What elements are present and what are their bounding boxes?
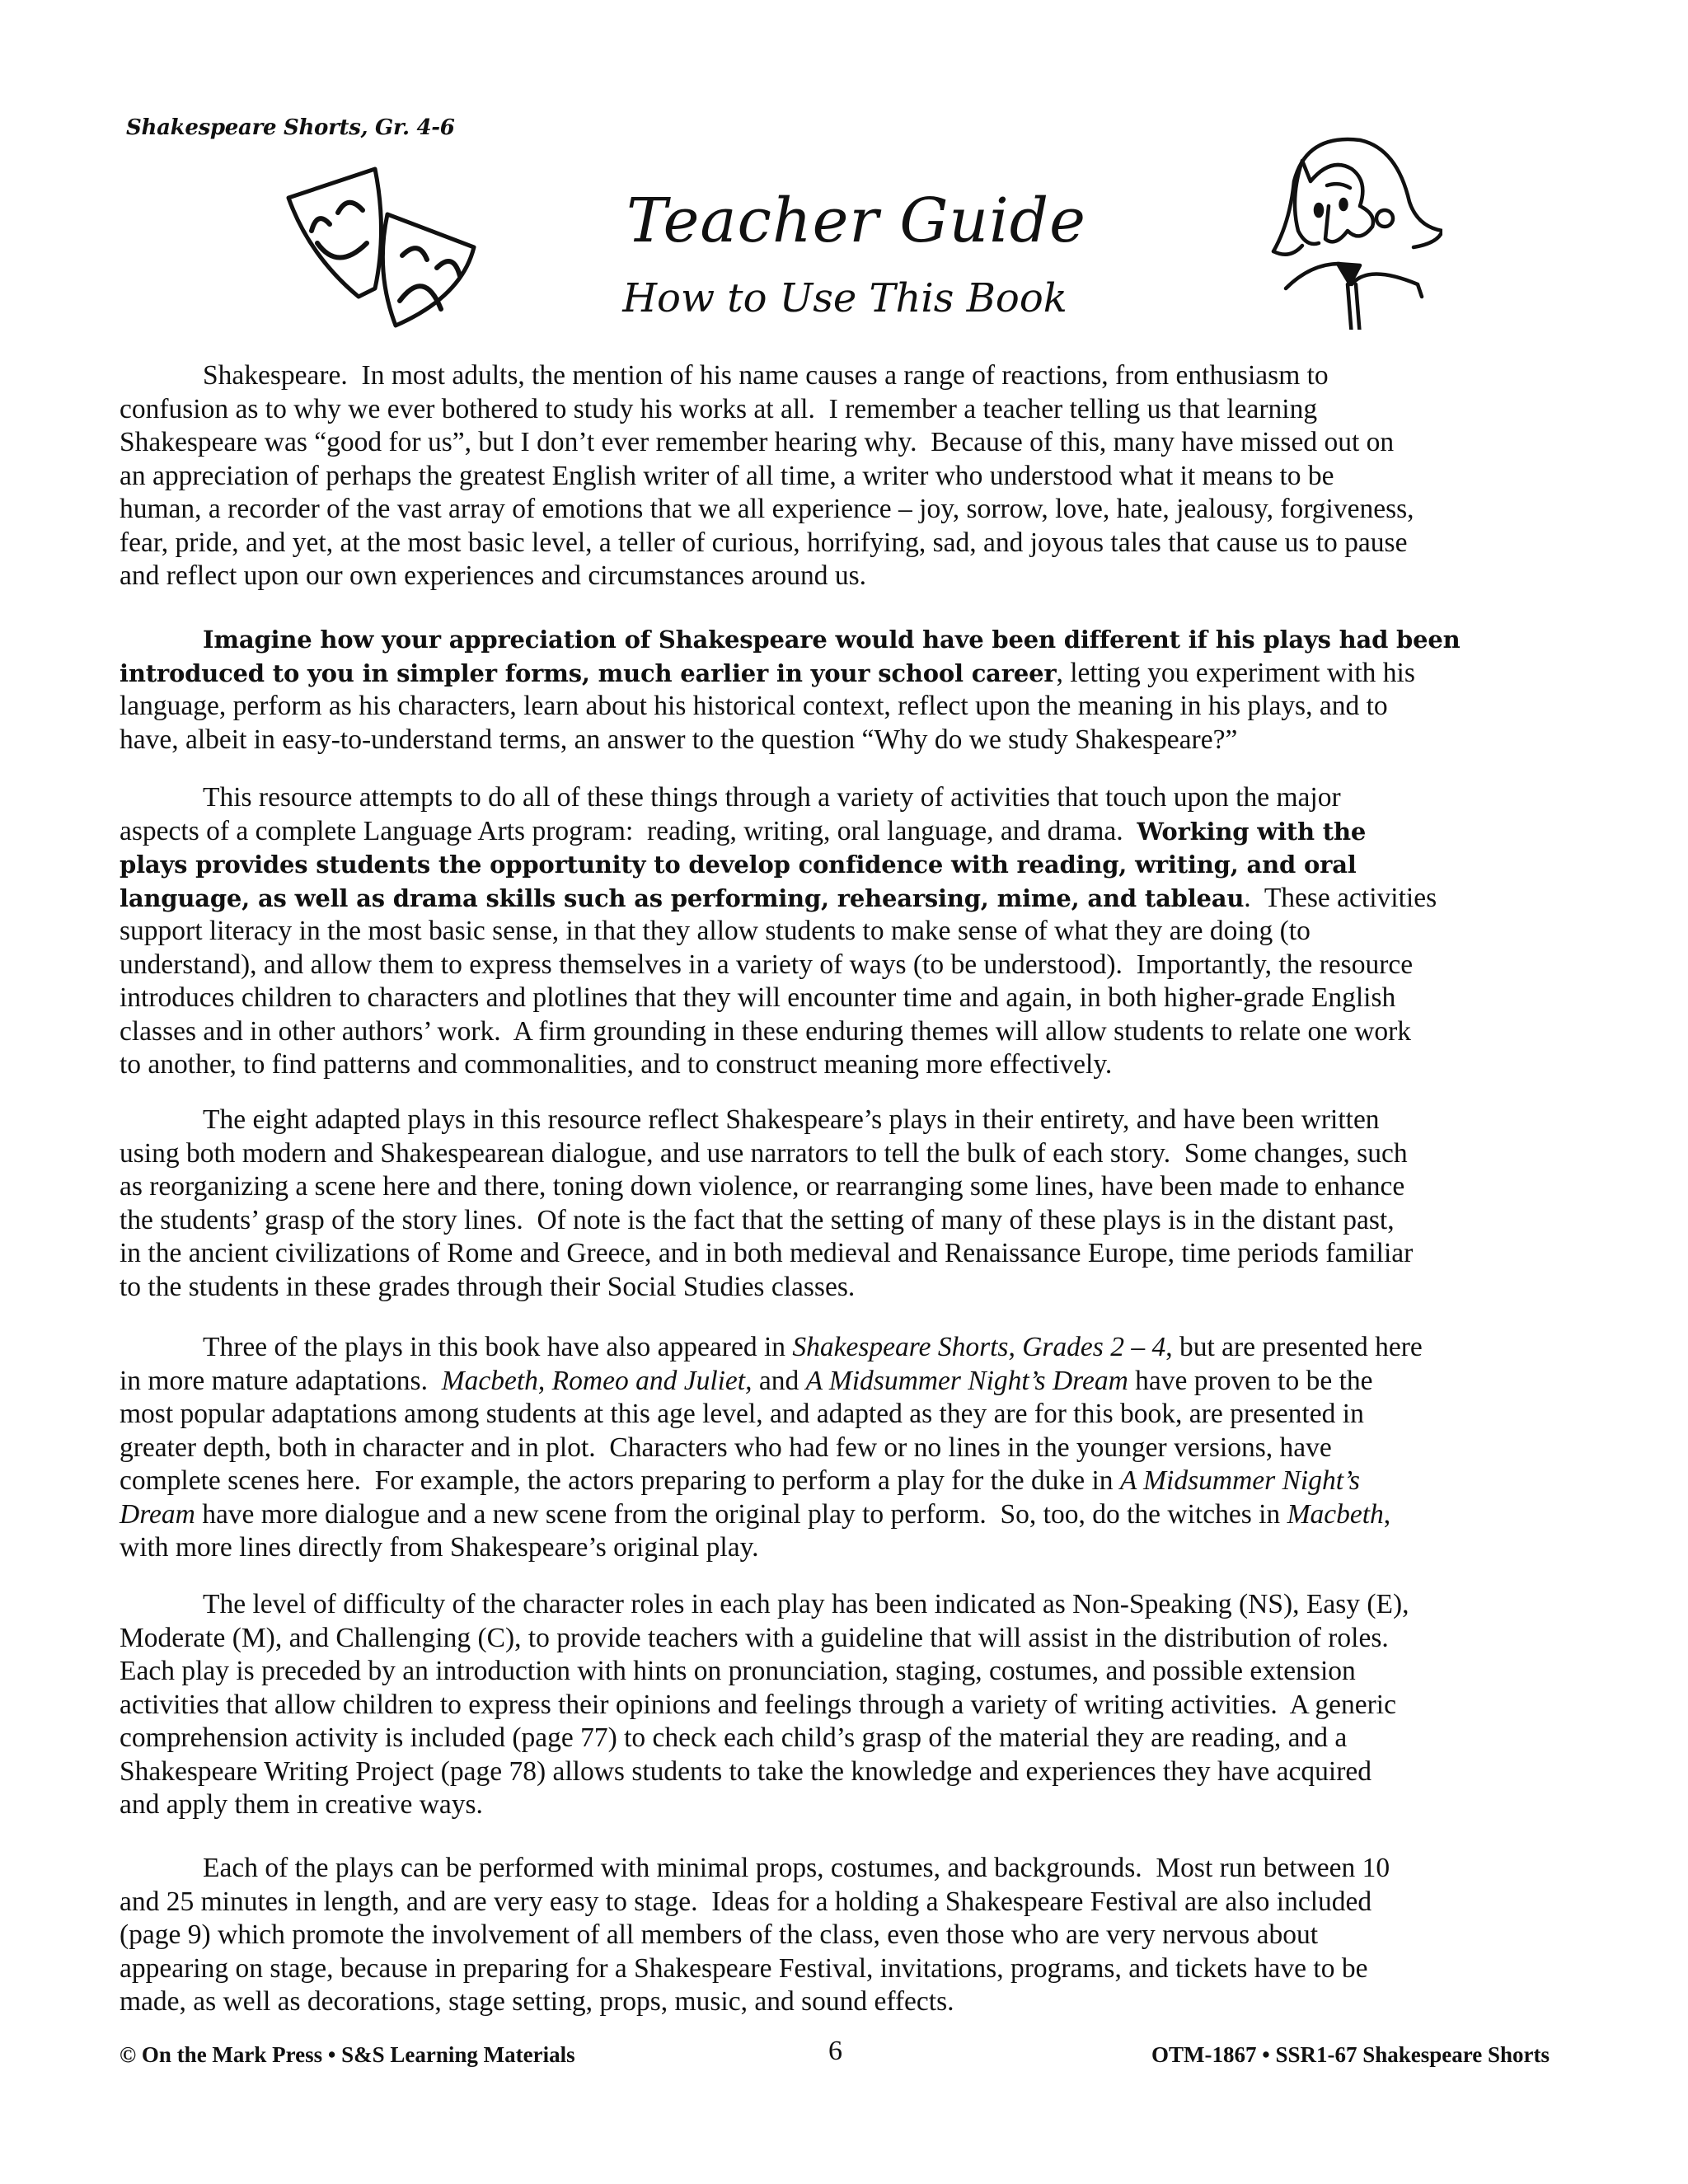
text-line xyxy=(120,1689,1554,1722)
text-run: and 25 minutes in length, and are very easy to stage. Ideas for a holding a Shakespeare Festival are also included xyxy=(120,1886,1372,1917)
paragraph xyxy=(120,1331,1554,1565)
text-line xyxy=(120,1886,1554,1919)
text-run: Three of the plays in this book have also appeared in xyxy=(203,1332,793,1362)
text-run: Shakespeare Writing Project (page 78) allows students to take the knowledge and experiences they have acquired xyxy=(120,1755,1372,1787)
text-run: introduces children to characters and plotlines that they will encounter time and again, in both higher-grade English xyxy=(120,982,1396,1013)
text-run: Shakespeare. In most adults, the mention of his name causes a range of reactions, from enthusiasm to xyxy=(203,360,1329,391)
text-run: and xyxy=(752,1365,806,1396)
text-run: comprehension activity is included (page 77) to check each child’s grasp of the material they are reading, and a xyxy=(120,1722,1348,1753)
text-run: to another, to find patterns and commonalities, and to construct meaning more effectively. xyxy=(120,1049,1113,1080)
text-run: Moderate (M), and Challenging (C), to provide teachers with a guideline that will assist in the distribution of roles. xyxy=(120,1622,1389,1653)
paragraph xyxy=(120,1852,1554,2019)
text-line xyxy=(120,781,1554,815)
page-number: 6 xyxy=(828,2036,842,2066)
italic-text: A Midsummer Night’s xyxy=(1119,1465,1360,1496)
text-line xyxy=(120,1137,1554,1171)
text-line xyxy=(120,724,1554,757)
text-run: The level of difficulty of the character roles in each play has been indicated as Non-Speaking (NS), Easy (E), xyxy=(203,1589,1409,1619)
text-line xyxy=(120,1655,1554,1689)
text-line xyxy=(120,1622,1554,1656)
text-line xyxy=(120,1365,1554,1399)
text-line xyxy=(120,1104,1554,1137)
text-line xyxy=(120,1398,1554,1432)
text-run: as reorganizing a scene here and there, toning down violence, or rearranging some lines, have been made to enhance xyxy=(120,1171,1405,1202)
text-run: classes and in other authors’ work. A firm grounding in these enduring themes will allow students to relate one work xyxy=(120,1015,1412,1047)
text-line xyxy=(120,1048,1554,1082)
text-line xyxy=(120,1465,1554,1498)
page-subtitle: How to Use This Book xyxy=(622,275,1067,321)
text-run: Shakespeare was “good for us”, but I don’t ever remember hearing why. Because of this, many have missed out on xyxy=(120,427,1395,457)
running-head: Shakespeare Shorts, Gr. 4-6 xyxy=(126,115,455,140)
text-run: appearing on stage, because in preparing for a Shakespeare Festival, invitations, programs, and tickets have to be xyxy=(120,1952,1368,1984)
shakespeare-portrait-icon xyxy=(1253,124,1442,330)
text-line xyxy=(120,1722,1554,1755)
text-line xyxy=(120,560,1554,593)
text-run: to the students in these grades through their Social Studies classes. xyxy=(120,1271,856,1302)
text-run: an appreciation of perhaps the greatest English writer of all time, a writer who understood what it means to be xyxy=(120,460,1334,491)
text-run: and apply them in creative ways. xyxy=(120,1789,483,1820)
bold-text: language, as well as drama skills such as performing, rehearsing, mime, and tableau xyxy=(120,883,1245,912)
comedy-tragedy-masks-icon xyxy=(280,157,482,334)
italic-text: A Midsummer Night’s Dream xyxy=(805,1365,1128,1396)
paragraph xyxy=(120,1588,1554,1822)
text-run: in more mature adaptations. xyxy=(120,1365,442,1396)
text-run: Each of the plays can be performed with minimal props, costumes, and backgrounds. Most run between 10 xyxy=(203,1853,1390,1883)
text-line xyxy=(120,690,1554,724)
text-run: language, perform as his characters, learn about his historical context, reflect upon the meaning in his plays, and to xyxy=(120,691,1388,721)
text-line xyxy=(120,1331,1554,1365)
text-line xyxy=(120,915,1554,949)
text-run: Each play is preceded by an introduction with hints on pronunciation, staging, costumes, and possible extension xyxy=(120,1656,1356,1686)
text-line xyxy=(120,359,1554,393)
bold-text: Imagine how your appreciation of Shakespeare would have been different if his plays had been xyxy=(203,626,1461,654)
text-run: support literacy in the most basic sense, in that they allow students to make sense of what they are doing (to xyxy=(120,916,1311,946)
footer-product-code: OTM-1867 • SSR1-67 Shakespeare Shorts xyxy=(1151,2042,1550,2067)
text-run: greater depth, both in character and in plot. Characters who had few or no lines in the younger versions, have xyxy=(120,1432,1332,1463)
bold-text: introduced to you in simpler forms, much earlier in your school career xyxy=(120,658,1057,687)
text-run: , but are presented here xyxy=(1165,1332,1423,1362)
page-title: Teacher Guide xyxy=(626,185,1086,256)
text-line xyxy=(120,1204,1554,1238)
text-line xyxy=(120,1852,1554,1886)
bold-text: plays provides students the opportunity to develop confidence with reading, writing, and oral xyxy=(120,851,1357,879)
text-run: have more dialogue and a new scene from the original play to perform. So, too, do the witches in xyxy=(195,1498,1287,1530)
text-run: . These activities xyxy=(1244,882,1437,913)
text-line xyxy=(120,393,1554,427)
text-run: human, a recorder of the vast array of emotions that we all experience – joy, sorrow, love, hate, jealousy, forgiveness, xyxy=(120,494,1414,524)
text-line xyxy=(120,1919,1554,1952)
text-run: , xyxy=(1383,1498,1391,1530)
text-line xyxy=(120,848,1554,882)
text-run: aspects of a complete Language Arts program: reading, writing, oral language, and drama. xyxy=(120,815,1137,846)
bold-text: Working with the xyxy=(1137,817,1367,846)
text-line xyxy=(120,815,1554,849)
text-line xyxy=(120,1755,1554,1789)
text-line xyxy=(120,527,1554,560)
text-line xyxy=(120,949,1554,982)
text-run: complete scenes here. For example, the actors preparing to perform a play for the duke in xyxy=(120,1465,1120,1496)
text-run: and reflect upon our own experiences and circumstances around us. xyxy=(120,560,867,591)
text-run: using both modern and Shakespearean dialogue, and use narrators to tell the bulk of each story. Some changes, such xyxy=(120,1137,1408,1169)
text-line xyxy=(120,982,1554,1015)
paragraph xyxy=(120,359,1554,593)
text-line xyxy=(120,1432,1554,1465)
text-run: fear, pride, and yet, at the most basic level, a teller of curious, horrifying, sad, and joyous tales that cause us to pause xyxy=(120,527,1408,558)
text-line xyxy=(120,426,1554,460)
italic-text: Dream xyxy=(120,1498,195,1530)
italic-text: Macbeth xyxy=(1287,1498,1384,1530)
text-run: understand), and allow them to express themselves in a variety of ways (to be understood). Importantly, the resource xyxy=(120,949,1414,980)
text-line xyxy=(120,1985,1554,2019)
text-line xyxy=(120,1588,1554,1622)
text-line xyxy=(120,623,1554,657)
text-line xyxy=(120,1237,1554,1271)
text-line xyxy=(120,1498,1554,1532)
text-line xyxy=(120,493,1554,527)
text-line xyxy=(120,882,1554,916)
text-run: with more lines directly from Shakespeare’s original play. xyxy=(120,1532,759,1563)
text-run: The eight adapted plays in this resource reflect Shakespeare’s plays in their entirety, and have been written xyxy=(203,1104,1380,1135)
text-run: have, albeit in easy-to-understand terms, an answer to the question “Why do we study Shakespeare?” xyxy=(120,724,1238,755)
text-line xyxy=(120,1271,1554,1305)
text-line xyxy=(120,460,1554,494)
italic-text: Shakespeare Shorts, Grades 2 – 4 xyxy=(792,1332,1166,1362)
text-line xyxy=(120,657,1554,691)
text-line xyxy=(120,1015,1554,1049)
paragraph xyxy=(120,623,1554,757)
text-line xyxy=(120,1952,1554,1986)
text-run: This resource attempts to do all of these things through a variety of activities that touch upon the major xyxy=(203,782,1341,813)
text-run: the students’ grasp of the story lines. Of note is the fact that the setting of many of these plays is in the distant past, xyxy=(120,1204,1395,1235)
paragraph xyxy=(120,781,1554,1082)
italic-text: Macbeth, Romeo and Juliet, xyxy=(441,1365,753,1396)
text-line xyxy=(120,1531,1554,1565)
text-line xyxy=(120,1170,1554,1204)
paragraph xyxy=(120,1104,1554,1304)
text-run: (page 9) which promote the involvement of all members of the class, even those who are very nervous about xyxy=(120,1919,1319,1950)
footer-publisher: © On the Mark Press • S&S Learning Materials xyxy=(120,2042,575,2067)
text-run: in the ancient civilizations of Rome and Greece, and in both medieval and Renaissance Europe, time periods familiar xyxy=(120,1238,1414,1268)
text-run: most popular adaptations among students at this age level, and adapted as they are for this book, are presented in xyxy=(120,1399,1364,1429)
text-run: confusion as to why we ever bothered to study his works at all. I remember a teacher telling us that learning xyxy=(120,393,1318,424)
text-run: , letting you experiment with his xyxy=(1056,657,1415,688)
text-run: have proven to be the xyxy=(1128,1365,1373,1396)
text-run: made, as well as decorations, stage setting, props, music, and sound effects. xyxy=(120,1986,954,2017)
text-run: activities that allow children to express their opinions and feelings through a variety of writing activities. A generic xyxy=(120,1689,1396,1720)
text-line xyxy=(120,1788,1554,1822)
